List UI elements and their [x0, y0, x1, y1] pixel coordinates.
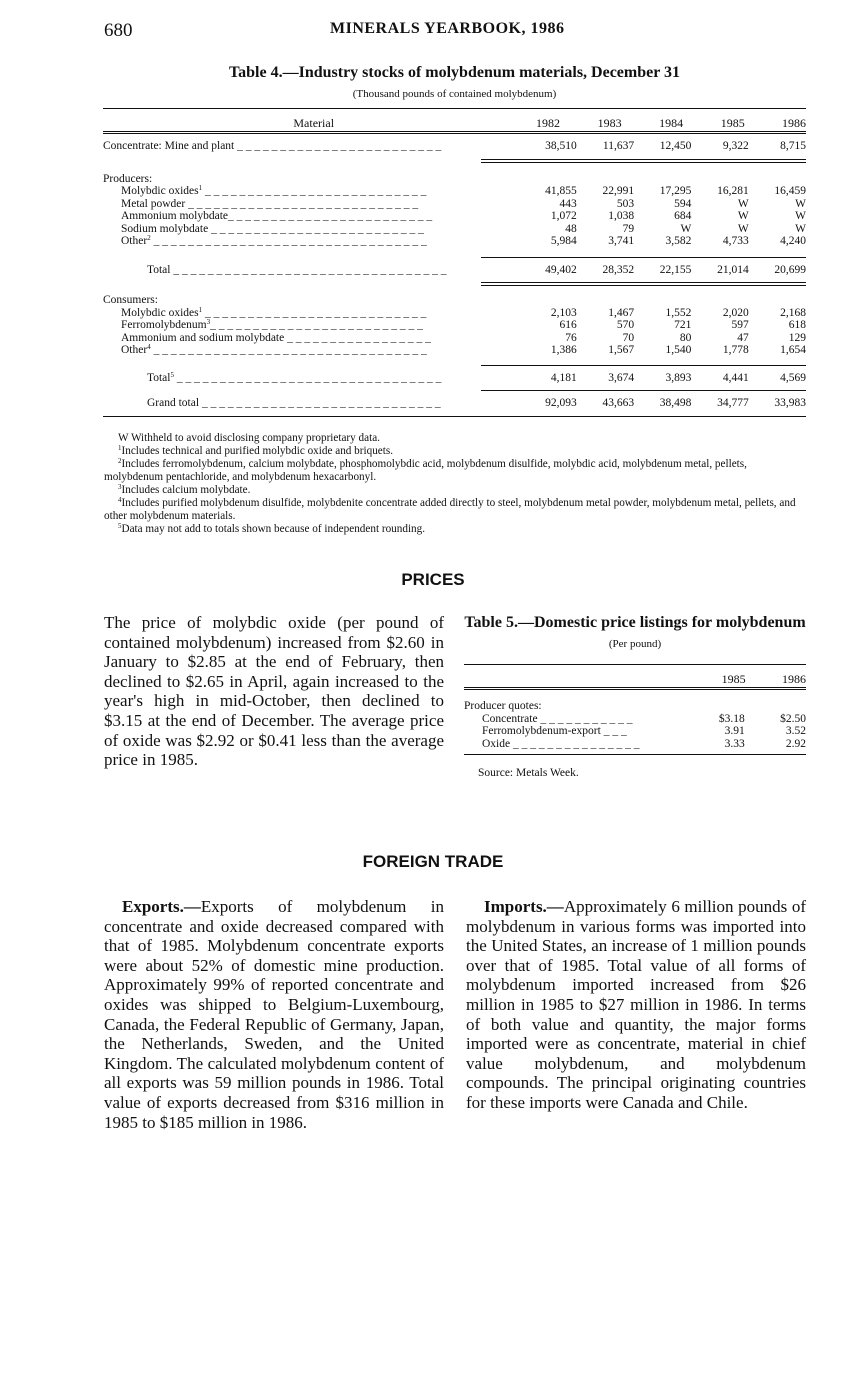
prices-paragraph: The price of molybdic oxide (per pound of contained molybdenum) increased from $2.60 in January to $2.85 at the end of February, then declined to $2.65 in April, again increased to the year's high in mid-October, then declined to $3.15 at the end of December. The average price of oxide was $2.92 or $0.41 less than the average price in 1985.	[104, 613, 444, 770]
leader-dots: _ _ _ _ _ _ _ _ _ _ _ _ _ _ _ _ _ _ _ _ _ _ _ _ _ _	[202, 306, 427, 319]
row-label: Concentrate	[482, 712, 538, 725]
foreign-trade-heading: FOREIGN TRADE	[362, 852, 504, 871]
column-header: 1984	[659, 115, 684, 130]
table-cell: 41,855	[545, 185, 577, 197]
table-cell: 16,459	[774, 185, 806, 197]
table-cell: 4,240	[780, 235, 806, 247]
footnote	[104, 432, 807, 445]
imports-text: Approximately 6 million pounds of molybdenum in various forms was imported into the United States, an increase of 1 million pounds over that of 1985. Total value of all forms of molybdenum imported increased from $26 million in 1985 to $27 million in 1986. In terms of both value and quantity, the major forms imported were as concentrate, material in chief value molybdenum, and molybdenum compounds. The principal originating countries for these imports were Canada and Chile.	[466, 897, 806, 1112]
table-cell: 1,072	[550, 210, 577, 222]
row-label: Total	[147, 263, 171, 276]
table-cell: 3,893	[665, 371, 692, 384]
group-label: Consumers:	[103, 294, 158, 306]
table-cell: 43,663	[602, 397, 635, 409]
table-row	[464, 713, 806, 726]
table-cell: 47	[737, 331, 749, 344]
table-cell: 28,352	[602, 263, 635, 276]
leader-dots: _ _ _	[600, 725, 627, 737]
leader-dots: _ _ _ _ _ _ _ _ _ _ _ _ _ _ _ _ _ _ _ _ _ _ _ _ _	[210, 319, 423, 331]
table-5-header-row	[464, 665, 806, 685]
table-cell: 684	[674, 210, 692, 222]
table-row	[103, 185, 806, 198]
footnote-mark: 1	[198, 185, 203, 192]
consumers-total-block	[103, 372, 806, 385]
table-cell: 721	[674, 319, 692, 331]
producers-total-block	[103, 264, 806, 277]
producers-block	[103, 173, 806, 248]
table-cell: 503	[616, 197, 635, 210]
table-cell: 76	[565, 331, 577, 344]
table-4-title: Table 4.—Industry stocks of molybdenum materials, December 31	[228, 64, 681, 81]
footnote-mark: 4	[118, 496, 122, 504]
footnote	[104, 445, 807, 458]
table-row	[464, 738, 806, 751]
row-label: Concentrate: Mine and plant	[103, 140, 235, 152]
row-label: Sodium molybdate	[121, 222, 209, 235]
table-cell: 38,510	[545, 140, 577, 152]
footnote-mark: 1	[118, 444, 122, 452]
grand-total-block	[103, 397, 806, 410]
footnote-mark: 2	[118, 457, 122, 465]
leader-dots: _ _ _ _ _ _ _ _ _ _ _ _ _ _ _ _ _ _ _ _ _ _ _ _	[228, 210, 433, 222]
group-label: Producers:	[103, 172, 153, 185]
table-row	[103, 372, 806, 385]
table-5-body	[464, 700, 806, 750]
table-5-header	[464, 665, 806, 685]
table-cell: 5,984	[550, 235, 577, 247]
table-cell: 48	[565, 222, 577, 235]
table-cell: 3.52	[785, 725, 806, 737]
imports-runin: Imports.—	[484, 897, 564, 916]
leader-dots: _ _ _ _ _ _ _ _ _ _ _ _ _ _ _	[510, 737, 640, 750]
consumers-block	[103, 294, 806, 357]
table-cell: 16,281	[717, 185, 749, 197]
table-cell: 594	[674, 197, 692, 210]
table-cell: 17,295	[659, 185, 692, 197]
table-cell: 34,777	[717, 397, 749, 409]
table-row	[103, 235, 806, 248]
leader-dots: _ _ _ _ _ _ _ _ _ _ _ _ _ _ _ _ _ _ _ _ _ _ _ _ _ _ _ _ _ _ _ _	[170, 263, 447, 276]
leader-dots: _ _ _ _ _ _ _ _ _ _ _ _ _ _ _ _ _ _ _ _ _ _ _ _ _ _ _ _ _ _ _ _	[150, 344, 427, 356]
column-header: 1985	[720, 115, 745, 130]
leader-dots: _ _ _ _ _ _ _ _ _ _ _ _ _ _ _ _ _ _ _ _ _ _ _ _ _ _	[202, 185, 427, 197]
table-row	[103, 307, 806, 320]
leader-dots: _ _ _ _ _ _ _ _ _ _ _ _ _ _ _ _ _ _ _ _ _ _ _ _	[234, 140, 442, 152]
table-row	[103, 140, 806, 153]
table-4-subtitle: (Thousand pounds of contained molybdenum)	[352, 88, 557, 100]
table-cell: 129	[788, 331, 806, 344]
table-cell: 4,733	[722, 235, 749, 247]
row-label: Ammonium and sodium molybdate	[121, 331, 285, 344]
table-cell: 3,582	[665, 235, 692, 247]
table-cell: 570	[616, 319, 635, 331]
table-row	[103, 397, 806, 410]
footnote-text: Includes ferromolybdenum, calcium molybdate, phosphomolybdic acid, molybdenum disulfide, molybdic acid, molybdenum metal, pellets, molybdenum pentachloride, and molybdenum hexacarbonyl.	[104, 458, 747, 483]
table-cell: 20,699	[774, 263, 806, 276]
leader-dots: _ _ _ _ _ _ _ _ _ _ _ _ _ _ _ _ _ _ _ _ _ _ _ _ _ _ _	[185, 197, 419, 210]
footnote-mark: 1	[198, 306, 203, 314]
footnote-text: Includes calcium molybdate.	[121, 484, 251, 496]
table-cell: W	[795, 210, 806, 222]
table-cell: 3,741	[608, 235, 635, 247]
running-title: MINERALS YEARBOOK, 1986	[330, 20, 565, 37]
table-cell: 3.33	[724, 737, 745, 750]
table-cell: W	[737, 197, 749, 210]
table-cell: 49,402	[545, 263, 577, 276]
table-cell: 1,540	[665, 344, 692, 356]
leader-dots: _ _ _ _ _ _ _ _ _ _ _ _ _ _ _ _ _ _ _ _ _ _ _ _ _ _ _ _ _ _ _	[173, 371, 442, 384]
table-row	[103, 344, 806, 357]
column-header: Material	[293, 115, 335, 130]
leader-dots: _ _ _ _ _ _ _ _ _ _ _ _ _ _ _ _ _	[284, 331, 431, 344]
leader-dots: _ _ _ _ _ _ _ _ _ _ _	[537, 712, 633, 725]
table-cell: $3.18	[718, 712, 745, 725]
footnote-mark: 3	[118, 483, 122, 491]
group-label: Producer quotes:	[464, 700, 542, 712]
row-label: Other	[121, 344, 148, 356]
column-header: 1982	[535, 115, 560, 130]
row-label: Ammonium molybdate	[121, 210, 229, 222]
table-cell: W	[795, 222, 806, 235]
table-cell: W	[795, 197, 806, 210]
footnote-mark: 3	[206, 319, 211, 326]
table-cell: 616	[559, 319, 577, 331]
footnote	[104, 458, 807, 484]
table-cell: 1,552	[665, 306, 692, 319]
leader-dots: _ _ _ _ _ _ _ _ _ _ _ _ _ _ _ _ _ _ _ _ _ _ _ _ _ _ _ _ _ _ _ _	[150, 235, 427, 247]
table-cell: 21,014	[717, 263, 749, 276]
table-cell: $2.50	[780, 712, 806, 725]
table-row	[103, 198, 806, 211]
table-cell: 22,155	[659, 263, 692, 276]
footnote-text: Includes purified molybdenum disulfide, molybdenite concentrate added directly to steel, molybdenum metal powder, molybdenum metal, pellets, and other molybdenum materials.	[104, 497, 796, 522]
exports-runin: Exports.—	[122, 897, 201, 916]
footnote-mark: 5	[118, 522, 122, 530]
column-header: 1986	[782, 671, 806, 686]
footnote-text: Includes technical and purified molybdic oxide and briquets.	[121, 445, 394, 457]
table-cell: 3,674	[608, 371, 635, 384]
table-cell: 22,991	[602, 185, 635, 197]
table-cell: 4,569	[780, 371, 806, 384]
table-5-source: Source: Metals Week.	[478, 767, 579, 779]
row-label: Total	[147, 371, 171, 384]
footnote	[104, 484, 807, 497]
row-label: Molybdic oxides	[121, 185, 199, 197]
table-5-subtitle: (Per pound)	[608, 638, 662, 650]
table-cell: 4,441	[722, 371, 749, 384]
table-cell: 80	[679, 331, 692, 344]
table-5	[464, 614, 806, 779]
column-header: 1986	[782, 115, 806, 130]
table-cell: 443	[559, 197, 577, 210]
table-4-body	[103, 140, 806, 153]
table-4-header-row	[103, 109, 806, 129]
table-row	[103, 210, 806, 223]
table-cell: 597	[731, 319, 749, 331]
column-header: 1985	[721, 671, 746, 686]
table-4-footnotes	[104, 432, 807, 536]
table-cell: 1,567	[608, 344, 635, 356]
table-cell: 2.92	[785, 737, 806, 750]
table-5-title: Table 5.—Domestic price listings for molybdenum	[464, 614, 806, 631]
table-4	[103, 64, 806, 417]
table-cell: 11,637	[602, 140, 635, 152]
footnote	[104, 523, 807, 536]
imports-paragraph	[466, 897, 806, 1113]
table-row	[103, 319, 806, 332]
footnote-text: Data may not add to totals shown because of independent rounding.	[121, 523, 426, 535]
table-row	[103, 264, 806, 277]
row-label: Ferromolybdenum	[121, 319, 207, 331]
page-number: 680	[104, 20, 133, 41]
footnote-text: W Withheld to avoid disclosing company proprietary data.	[118, 432, 380, 444]
footnote-mark: 5	[170, 371, 174, 379]
table-cell: 618	[788, 319, 806, 331]
table-cell: 92,093	[545, 397, 577, 409]
table-cell: W	[737, 210, 749, 222]
table-4-grid	[103, 109, 806, 129]
table-cell: 1,386	[550, 344, 577, 356]
table-cell: 2,103	[550, 306, 577, 319]
footnote-mark: 2	[147, 235, 151, 242]
table-row	[103, 223, 806, 236]
table-cell: 79	[622, 222, 635, 235]
table-cell: 2,168	[780, 306, 806, 319]
table-cell: 1,038	[608, 210, 635, 222]
row-label: Other	[121, 235, 148, 247]
column-header	[464, 665, 694, 685]
row-label: Ferromolybdenum-export	[482, 725, 601, 737]
table-cell: 3.91	[724, 725, 745, 737]
table-cell: 4,181	[550, 371, 577, 384]
table-cell: 38,498	[659, 397, 692, 409]
table-row	[464, 725, 806, 738]
row-label: Oxide	[482, 737, 511, 750]
leader-dots: _ _ _ _ _ _ _ _ _ _ _ _ _ _ _ _ _ _ _ _ _ _ _ _ _	[208, 222, 424, 235]
table-cell: 1,778	[722, 344, 749, 356]
prices-heading: PRICES	[401, 570, 465, 589]
exports-paragraph	[104, 897, 444, 1132]
table-cell: 12,450	[659, 140, 692, 152]
table-cell: W	[680, 222, 692, 235]
table-row	[103, 332, 806, 345]
table-cell: 70	[622, 331, 635, 344]
table-cell: 8,715	[780, 140, 806, 152]
table-cell: 9,322	[722, 140, 749, 152]
row-label: Metal powder	[121, 197, 186, 210]
exports-text: Exports of molybdenum in concentrate and oxide decreased compared with that of 1985. Molybdenum concentrate exports were about 52% of domestic mine production. Approximately 99% of reported concentrate and oxides was shipped to Belgium-Luxembourg, Canada, the Federal Republic of Germany, Japan, the Netherlands, Sweden, and the United Kingdom. The calculated molybdenum content of all exports was 59 million pounds in 1986. Total value of exports decreased from $316 million in 1985 to $185 million in 1986.	[104, 897, 444, 1132]
table-cell: 33,983	[774, 397, 806, 409]
footnote-mark: 4	[147, 344, 151, 351]
table-cell: 1,467	[608, 306, 635, 319]
table-cell: 1,654	[780, 344, 806, 356]
footnote	[104, 497, 807, 523]
leader-dots: _ _ _ _ _ _ _ _ _ _ _ _ _ _ _ _ _ _ _ _ _ _ _ _ _ _ _ _	[199, 397, 441, 409]
page-header	[0, 20, 866, 44]
row-label: Grand total	[147, 397, 200, 409]
table-cell: W	[737, 222, 749, 235]
table-cell: 2,020	[722, 306, 749, 319]
column-header: 1983	[597, 115, 622, 130]
row-label: Molybdic oxides	[121, 306, 199, 319]
